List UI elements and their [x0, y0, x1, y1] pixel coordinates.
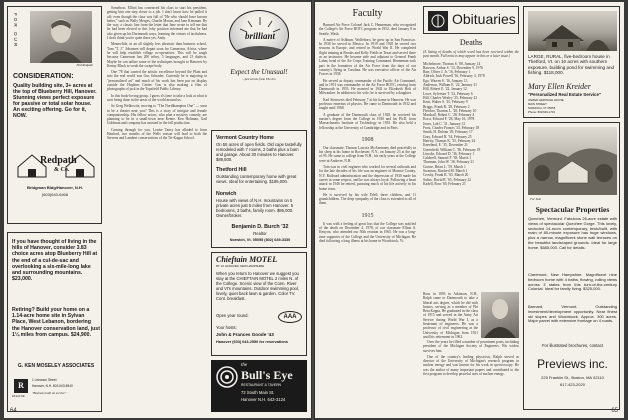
chieftain-name: Chieftain MOTEL	[216, 255, 278, 264]
article-para-1: Somehow, Elliott has convinced his class to start his president, getting him one step closer to a job. I don't know how he pulled it off; even though the class was full of "He who should have known better," such as Wally Merges, Charlie Moran, and Jane Kinsman. By the way, a classic line from the letter that Jane wrote to tell me that he had been elected to this lofty position informed me that he had also given up his Dartmouth ways, learning the virtues of tactfulness. I don't think you're quite there yet, Andy.	[107, 6, 207, 41]
brilliant-text: brilliant	[244, 31, 275, 41]
death-entry: Frost, Charles Francis '33, February 18	[423, 126, 480, 131]
moseley-address: 1 Lebanon Street	[32, 378, 57, 382]
death-entry: Gray, Edward R. '34, February 25	[423, 134, 472, 139]
kenyon-text-1: Born in 1893 in Atkinson, N.H., Ralph came to Dartmouth to take a liberal arts degree, which he did with honors, serving as a member of Phi Beta Kappa. He graduated in the class of 1915 and served in the Army Air Service during World War I, as a lieutenant of engineers. He was a professor of civil engineering at the University of Michigan from 1921 until his retirement in 1963.	[423, 292, 478, 338]
text-1915-1: It was with a feeling of great loss that the College was notified of the death on December 4, 1978, of our classmate Elliott S. Kenyon, who attended our 50th reunion in 1965. He was a long-time supporter of the College and the University of Michigan. He died following a long illness at his home in Woodstock, Vt.	[319, 221, 416, 243]
redpath-co: & Co.	[54, 167, 70, 173]
spectacular-text-3: Barnard, Vermont. Outstanding investment/development opportunity. Near finest ski slopes and Woodstock. Approx. 300 acres. Major parcel with extensive frontage on 4 roads.	[528, 304, 617, 324]
moseley-city: Hanover, N.H. 603-643-5540	[32, 384, 73, 388]
chieftain-ad	[211, 252, 307, 356]
faculty-para-4: Karl Sternweis died February 7 at his home in Hanover. He was professor emeritus of physics. He came to Dartmouth in 1932 and taught until 1968.	[319, 97, 416, 111]
death-entry: Harrity, Thomas K. '35, February 24	[423, 138, 476, 143]
deaths-intro: (A listing of deaths of which word has been received within the past month. Full notices may appear in this or a later issue.)	[423, 50, 519, 59]
brilliant-ad	[211, 6, 307, 126]
spectacular-title: Spectacular Properties	[535, 205, 610, 214]
burch-ad	[211, 130, 307, 248]
previews-phone: 617-423-2020	[560, 382, 585, 387]
redpath-ad	[7, 6, 102, 224]
for-sale-label: For Sale	[530, 197, 542, 201]
death-entry: Lowe, Sylvester T. '22, February 6	[423, 91, 473, 96]
aaa-label: AAA	[283, 314, 297, 320]
kenyon-text-2	[423, 340, 519, 410]
death-entry: Jones, Lab C. '31, January 31	[423, 121, 466, 126]
death-entry: Kocu, Edward F. '28, May 16, 1978	[423, 117, 475, 122]
kreider-city: NORWICH, VT 05055	[528, 106, 556, 110]
kreider-phone: Phone: 802/649-1704	[528, 110, 555, 114]
thetford-hill-title: Thetford Hill	[216, 167, 247, 173]
brilliant-logo	[229, 10, 289, 60]
death-entry: Crosby, Frank R. '65, March 20	[423, 173, 469, 178]
chieftain-text: When you return to Hanover we suggest you stay at the CHIEFTAIN MOTEL 2 miles N. of the College. Scenic view of the Conn. River and Vt's mountains. Outdoor swimming pool, lovely, quiet back lawn & garden. Color TV. Cont. breakfast.	[216, 271, 299, 301]
redpath-name: Redpath	[40, 155, 77, 166]
for-our-label: FOR OUR	[13, 13, 18, 49]
bulls-eye-sub: RESTAURANT & TAVERN	[241, 383, 282, 387]
right-page-number: 65	[611, 408, 618, 414]
faculty-body	[319, 23, 416, 410]
death-entry: Swanson, Kindred M. March 1	[423, 169, 468, 174]
death-entry: Grosse, Brian L. '59, March 1	[423, 164, 466, 169]
year-1908: 1908	[361, 136, 374, 143]
article-para-4: In this book-loving group, I guess it's time to take a look at what is now being done in the areas of the world around us.	[107, 93, 207, 102]
deaths-list	[423, 62, 519, 272]
vermont-home-text: On 55 acres of open fields. Old cape tastefully remodeled with 7 rooms, 2 baths plus a barn and garage. About 30 minutes to Hanover. $89,500.	[216, 142, 302, 162]
previews-name: Previews inc.	[537, 357, 608, 371]
chieftain-address: RT. 10 HANOVER, NEW HAMPSHIRE	[216, 264, 265, 268]
article-para-3: One '78 that carried the artistic excellence beyond the Plain and into the real world was Gus Schrader. Currently he is majoring in "personalized art" and much of his work has been put on display outside the Hopkins Center. Gus is also making a film of photographs of jack in the Topsfield Public Library.	[107, 70, 207, 92]
death-entry: Smith, H. Dolean '29, February 17	[423, 130, 473, 135]
death-entry: Marshall, Robert C. '28, February 4	[423, 113, 475, 118]
spectacular-text-2: Claremont, New Hampshire. Magnificent nine bedroom home with 4 baths, flowing, rolling views across 3 states from this turn-of-the-century Colonial. Ideal for family living. $325,000.	[528, 272, 617, 292]
chieftain-hosts: Your hosts:	[216, 325, 237, 330]
death-entry: Thurman, John W. '38, February 21	[423, 160, 474, 165]
faculty-para-1: Barnard Air Force Colonel Jack C. Henneman, who recognized the College's Air Force ROTC program in 1952, died January 8 in Seattle, Wash.	[319, 23, 416, 36]
vermont-home-title: Vermont Country Home	[216, 135, 274, 141]
kenyon-section	[423, 292, 519, 410]
previews-addr: 225 Franklin St., Boston, MA 02110	[541, 375, 604, 380]
death-entry: Kneeland, E. '35, December 21	[423, 143, 468, 148]
benjamin-contact: Norwich, Vt. 05055 (802) 649-3330	[229, 238, 291, 242]
kenyon-para-3: Over the years he filled a number of prominent posts, including president of the Michigan Society of Engineers. His widow survives him.	[423, 340, 519, 353]
moseley-text-2: Retiring? Build your home on a 1.14-acre home site in Sylvan Place, West Lebanon, bordering the Hanover conservation land, just 1¼ miles from campus. $24,900.	[12, 307, 100, 338]
expect-sub: ...just across from The Inn	[242, 77, 276, 81]
bulls-eye-name: Bull's Eye	[241, 368, 293, 382]
estate-photo	[528, 127, 617, 195]
redpath-phone: (603)643-6406	[41, 192, 69, 197]
death-entry: Lincoln, Edward D. '36, February 1	[423, 151, 475, 156]
moseley-text-1: If you have thought of living in the hills of Hanover, consider 3.83 choice acres atop Blueberry Hill at the end of a cul-de-sac and overlooking a six-mile-long lake and surrounding mountains. $23,000.	[12, 239, 98, 283]
death-entry: Michelmore, Thomas S. '08, January 14	[423, 61, 481, 66]
kreider-ad	[523, 6, 620, 118]
death-entry: Hill, Robert E. '22, January 12	[423, 87, 467, 92]
kreider-company: VARIED HERITAGE HOUSE	[528, 98, 564, 102]
death-entry: Ego, Warren S. '16, January 13	[423, 78, 468, 83]
obituaries-header	[423, 6, 519, 34]
thetford-hill-text: Outstanding contemporary home with great views. Ideal for entertaining. $185,000.	[216, 174, 297, 184]
faculty-para-2: A native of Ashburn, Wolfeboro, he grew up in San Francisco. In 1936 he served in Mexico. In 1919 and 1920 he served two seasons in Europe, and retired in World War II. He completed flight training at Brooks and Kelly Fields in Texas and served there as an instructor. He became aide and adjutant to General Frank Lahm, head of the Air Corps Training Command. Henneman took part in the formation of the Air Force from the days of our country's flying in Carolina. He was executive officer of the Air Forces in 1938.	[319, 37, 416, 77]
chieftain-open: Open year round.	[216, 313, 249, 318]
article-para-2: Meanwhile, in an all slightly less altruistic than business school, Tom "T. J." Johansen will depart soon for Cameroon, Africa, where he will help establish village co-operatives. This will be tough because Cameroon has 200 tribes, 5 languages, and 15 dialects. Maybe he can utilize some of the techniques brought to Hanover by Kenny Black to scrub the scrape body.	[107, 42, 207, 68]
bulls-eye-target-icon	[216, 366, 238, 388]
death-entry: Rawson, Arthur S. '13, December 9, 1976	[423, 65, 483, 70]
spectacular-text-1: Quechee, Vermont. Fabulous 26-acre estate with views of spectacular Quechee Gorge. This lovely, secluded 14-room contemporary, brick/built, with main of 80-minute exposure has huge windows, plus a narrow, magnificent stone wall terraces on the beautiful landscaped grounds. Ideal for large home. $585,000. Call for details.	[528, 216, 617, 250]
faculty-column	[319, 6, 416, 410]
death-entry: Briggs, Frank R. '28, February 2	[423, 104, 470, 109]
obituaries-title: Obituaries	[452, 11, 516, 27]
left-page-number: 64	[10, 408, 17, 414]
benjamin-title: Realtor	[253, 231, 267, 236]
kreider-name: Mary Ellen Kreider	[528, 82, 591, 91]
faculty-heading: Faculty	[352, 8, 383, 19]
death-entry: Greenfield, William C. '36, February 18	[423, 147, 481, 152]
deaths-heading: Deaths	[459, 38, 483, 47]
death-entry: Aldrich, Jack Powell '16, February 3, 1978	[423, 74, 485, 79]
realtor-logo: R	[14, 379, 28, 393]
death-entry: Kadell, Ross '69, February 21	[423, 181, 466, 186]
moseley-ad	[7, 232, 102, 412]
kreider-tagline: "Personalized Real Estate Service"	[528, 92, 601, 97]
house-photo-icon	[528, 11, 617, 51]
text-1908-3: He is survived by his wife Edell, three children, and 11 grandchildren. The deep sympathy of the class is extended to all of them.	[319, 192, 416, 206]
bulls-eye-the: the	[241, 363, 248, 368]
consideration-text: Quality building site, 3+ acres at the top of Blueberry Hill, Hanover. Stunning views perfect exposure for passive or total solar house. An exciting offering. Go for it, NOW.	[13, 83, 97, 120]
consideration-heading: CONSIDERATION:	[13, 73, 74, 80]
chieftain-phone: Hanover (603) 643-2550 for reservations	[216, 340, 288, 344]
chieftain-host-names: John & Frances Goode '43	[216, 332, 274, 337]
redpath-address: Bridgman Bldg/Hanover, N.H.	[27, 185, 83, 190]
article-para-6: Coming through for you, Louise Tansy has alluded to from Hanford, two months of the Wells season will lead to both the Stevens and Lambert conservations of the Tri-Kappa School.	[107, 127, 207, 141]
text-1908-2: Tom was in civil engineer who worked for several railroads and for the late decades of his life was an engineer of Monroe County, N.Y. Railroad administration and the depression of 1930 made his career in some respect, and he was always loyal. Following a heart attack in 1946 he retired, pursuing much of his life actively in his home town.	[319, 165, 416, 191]
kenyon-portrait	[481, 292, 519, 338]
obituary-emblem-icon	[427, 10, 449, 32]
previews-ad	[523, 122, 620, 410]
bulls-eye-ad	[211, 360, 307, 412]
photo-caption: Ned Redpath	[76, 63, 93, 67]
realtor-label: REALTOR	[12, 395, 25, 398]
moseley-name: G. KEN MOSELEY ASSOCIATES	[17, 363, 95, 369]
death-entry: Kent, Walter S. '25, February 9	[423, 100, 468, 105]
death-entry: Barr, Oliver J. Jr. '16, February 1	[423, 70, 471, 75]
norwich-text: House with views of N.H. mountains on 5 private acres just 5 miles from Hanover. 5 bedrooms, 3 baths, family room. $95,000. Owner/broker.	[216, 198, 294, 218]
kreider-addr: MAIN STREET	[528, 102, 547, 106]
death-entry: Anderson, William E. '22, January 31	[423, 83, 477, 88]
article-column-1	[107, 6, 207, 410]
year-1915: 1915	[361, 212, 374, 219]
death-entry: Fletcher, Thomas L. '28, February 10	[423, 108, 477, 113]
death-entry: Saltus, David R. '65, February 22	[423, 177, 471, 182]
right-page	[315, 2, 624, 418]
article-para-5: So Greg Welkowitz, moving to "The Northhampton One" — soon to be a theater near you? This is a story of intrigue and female companionship. His fellow actors, who plan a mystery comedy, are planning to be in a small-town near Keene. Ken Holtman, Gail Goldman and company has assisted in the fall production.	[107, 104, 207, 126]
left-page	[4, 2, 311, 418]
faculty-para-5: A graduate of the Dartmouth class of 1928, he received his master's degree from the College in 1930 and his Ph.D. from Massachusetts Institute of Technology in 1935. He also held a fellowship at the University of Cambridge and in Paris.	[319, 112, 416, 130]
kreider-intro: LARGE, RURAL, five-bedroom house in Thetford, Vt. on 10 acres with southern exposure, building pond for swimming and fishing. $118,000.	[528, 54, 615, 75]
text-1908-1: Our classmate, Thomas Lacroix McAnearney died peacefully in his sleep at his home in Rochester, N.Y., on January 23 at the age of 95. He came to college from N.H., his early years at the College were at Andover, N.H.	[319, 145, 416, 163]
death-entry: Hill, Charles Wesley '25, February 22	[423, 95, 478, 100]
ned-redpath-photo	[30, 11, 92, 63]
moseley-tagline: "Business built on service"	[32, 391, 67, 395]
kenyon-para-4: One of the country's leading physicists, Ralph served as director of the University of Michigan's research program in nuclear energy and was known for his work in spectroscopy. He was the author of many important papers and contributed to the first program to develop peaceful uses of nuclear energy.	[423, 354, 519, 377]
faculty-para-3: He served as deputy commander of the Pacific Air Command, and in 1951 was commander of the Air Force ROTC, retiring from Dartmouth in 1953. He married in 1941 to Elizabeth Holt of Milwaukee. In addition to his wife, he is survived by a daughter.	[319, 78, 416, 96]
redpath-logo	[14, 149, 98, 179]
bulls-eye-city: Hanover N.H. 643-3124	[241, 397, 286, 402]
benjamin-name: Benjamin D. Burch '32	[231, 224, 289, 230]
deaths-section	[423, 38, 519, 288]
aaa-badge	[278, 311, 302, 323]
bulls-eye-address: 72 South Main St.	[241, 390, 275, 395]
norwich-title: Norwich	[216, 191, 237, 197]
estate-photo-icon	[528, 127, 617, 195]
spectacular-cta: For illustrated brochures, contact	[542, 343, 603, 348]
expect-unusual: Expect the Unusual!	[230, 68, 288, 76]
death-entry: Caldwell, Samuel F. '38, March 1	[423, 156, 472, 161]
thetford-house-photo	[528, 11, 617, 51]
